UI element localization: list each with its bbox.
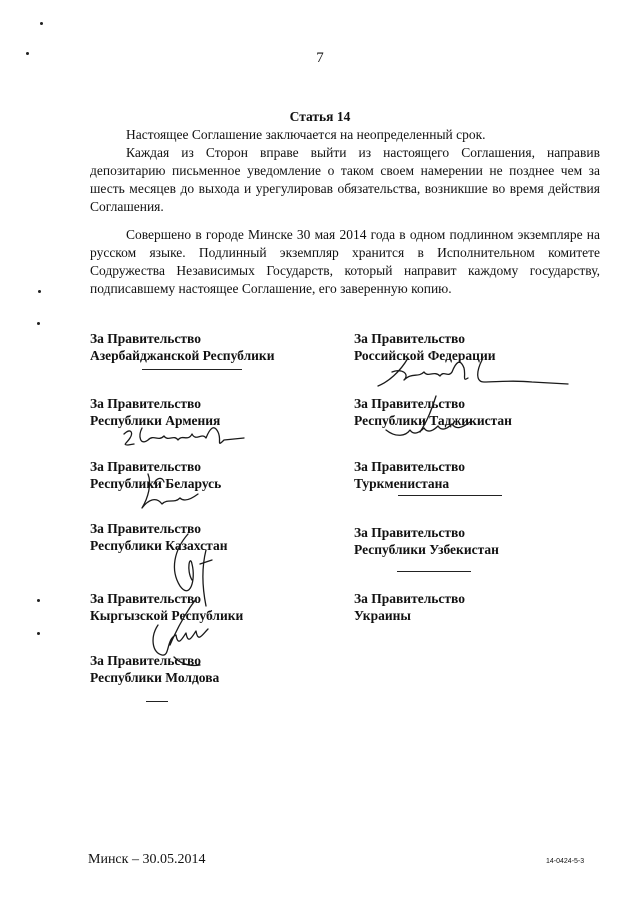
signatory-label: За Правительство	[90, 591, 201, 606]
signatory-turkmenistan	[354, 458, 465, 492]
signatory-label: За Правительство	[90, 331, 201, 346]
signatory-country: Российской Федерации	[354, 348, 496, 363]
article-heading: Статья 14	[289, 109, 351, 124]
signature-tajikistan	[380, 392, 480, 444]
signatory-label: За Правительство	[354, 396, 465, 411]
signatory-label: За Правительство	[354, 525, 465, 540]
scan-mark	[40, 22, 43, 25]
signature-russia	[372, 352, 572, 396]
signatory-label: За Правительство	[354, 591, 465, 606]
signatory-azerbaijan	[90, 330, 275, 364]
signatory-label: За Правительство	[354, 331, 465, 346]
signatory-country: Республики Казахстан	[90, 538, 228, 553]
signatory-label: За Правительство	[90, 459, 201, 474]
scan-mark	[37, 599, 40, 602]
signatory-country: Кыргызской Республики	[90, 608, 244, 623]
signatory-country: Туркменистана	[354, 476, 450, 491]
signatory-country: Украины	[354, 608, 411, 623]
footer-doc-code: 14-0424-5-3	[546, 858, 585, 865]
signatory-country: Республики Молдова	[90, 670, 220, 685]
signatory-country: Республики Узбекистан	[354, 542, 499, 557]
signature-line	[398, 495, 502, 496]
scan-mark	[26, 52, 29, 55]
signature-line	[397, 571, 471, 572]
signatory-label: За Правительство	[90, 653, 201, 668]
signatory-country: Республики Таджикистан	[354, 413, 512, 428]
signature-line	[146, 701, 168, 702]
closing-paragraph: Совершено в городе Минске 30 мая 2014 года в одном подлинном экземпляре на русском языке. Подлинный экземпляр хранится в Исполнительном комитете Содружества Независимых Государств, который направит каждому государству, подписавшему настоящее Соглашение, его заверенную копию.	[90, 227, 600, 296]
signatory-label: За Правительство	[90, 396, 201, 411]
page-number: 7	[316, 50, 324, 66]
signature-line	[142, 369, 242, 370]
signatory-country: Республики Беларусь	[90, 476, 222, 491]
signatory-country: Азербайджанской Республики	[90, 348, 275, 363]
article-paragraph-1: Настоящее Соглашение заключается на неопределенный срок.	[126, 127, 486, 142]
signatory-ukraine	[354, 590, 465, 624]
signature-armenia	[118, 418, 248, 454]
signatory-country: Республики Армения	[90, 413, 221, 428]
signatory-label: За Правительство	[90, 521, 201, 536]
article-paragraph-2: Каждая из Сторон вправе выйти из настоящего Соглашения, направив депозитарию письменное уведомление о таком своем намерении не позднее чем за шесть месяцев до выхода и урегулировав обязательства, возникшие во время действия Соглашения.	[90, 145, 600, 214]
signature-belarus	[118, 470, 208, 516]
scan-mark	[38, 290, 41, 293]
scan-mark	[37, 322, 40, 325]
scan-mark	[37, 632, 40, 635]
signatory-moldova	[90, 652, 219, 686]
footer-place-date: Минск – 30.05.2014	[88, 852, 206, 867]
signatory-uzbekistan	[354, 524, 499, 558]
signatory-label: За Правительство	[354, 459, 465, 474]
